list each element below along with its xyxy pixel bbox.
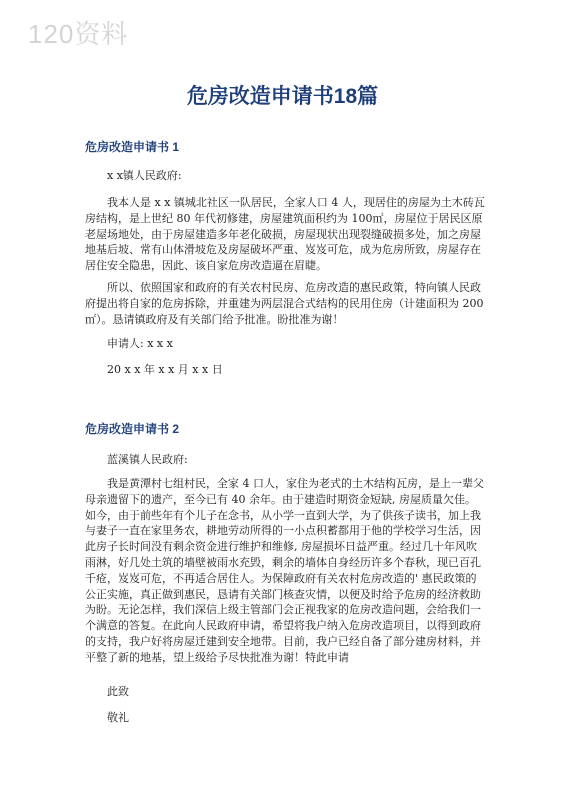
section-2-closing-2: 敬礼 (107, 711, 129, 724)
watermark-logo: 120资料 (28, 19, 129, 49)
section-1-heading: 危房改造申请书 1 (85, 140, 180, 154)
section-1-applicant: 申请人: x x x (107, 337, 173, 350)
section-2-closing-1: 此致 (107, 685, 129, 698)
section-1-paragraph-1: 我本人是 x x 镇城北社区一队居民，全家人口 4 人，现居住的房屋为土木砖瓦房结构，是上世纪 80 年代初修建，房屋建筑面积约为 100㎡，房屋位于居民区原老屋场地处，由于房屋建造多年老化破损，房屋现状出现裂缝破损多处，加之房屋地基后坡、常有山体滑坡危及房屋破坏严重、岌岌可危，成为危房所致，房屋存在居住安全隐患，因此、该自家危房改造逼在眉睫。 (85, 196, 485, 273)
section-2-paragraph-1: 我是黄潭村七组村民，全家 4 口人，家住为老式的土木结构瓦房，是上一辈父母亲遗留下的遗产，至今已有 40 余年。由于建造时期资金短缺, 房屋质量欠佳。如今，由于前些年有个儿子在念书，从小学一直到大学，为了供孩子读书，加上我与妻子一直在家里务农，耕地劳动所得的一小点积蓄都用于他的学校学习生活，因此房子长时间没有剩余资金进行维护和维修, 房屋损坏日益严重。经过几十年风吹雨淋，好几处土筑的墙壁被雨水充毁，剩余的墙体自身经历许多个春秋，现已百孔千疮，岌岌可危，不再适合居住人。为保障政府有关农村危房改造的' 惠民政策的公正实施，真正做到惠民，恳请有关部门核查灾情，以便及时给予危房的经济救助为盼。无论怎样，我们深信上级主管部门会正视我家的危房改造问题，会给我们一个满意的答复。在此向人民政府申请，希望将我户纳入危房改造项目，以得到政府的支持，我户好将房屋迁建到安全地带。目前，我户已经自备了部分建房材料，并平整了新的地基，望上级给予尽快批准为谢！特此申请 (85, 477, 484, 664)
document-title: 危房改造申请书18篇 (186, 85, 379, 108)
section-1-salutation: x x镇人民政府: (107, 169, 182, 182)
section-2-salutation: 蓝溪镇人民政府: (107, 453, 188, 466)
section-1-paragraph-2: 所以、依照国家和政府的有关农村民房、危房改造的惠民政策，特向镇人民政府提出将自家的危房拆除，并重建为两层混合式结构的民用住房（计建面积为 200㎡）。恳请镇政府及有关部门给予批准。盼批准为谢！ (85, 281, 484, 326)
section-2-heading: 危房改造申请书 2 (85, 422, 180, 436)
section-1-date: 20 x x 年 x x 月 x x 日 (107, 363, 223, 376)
